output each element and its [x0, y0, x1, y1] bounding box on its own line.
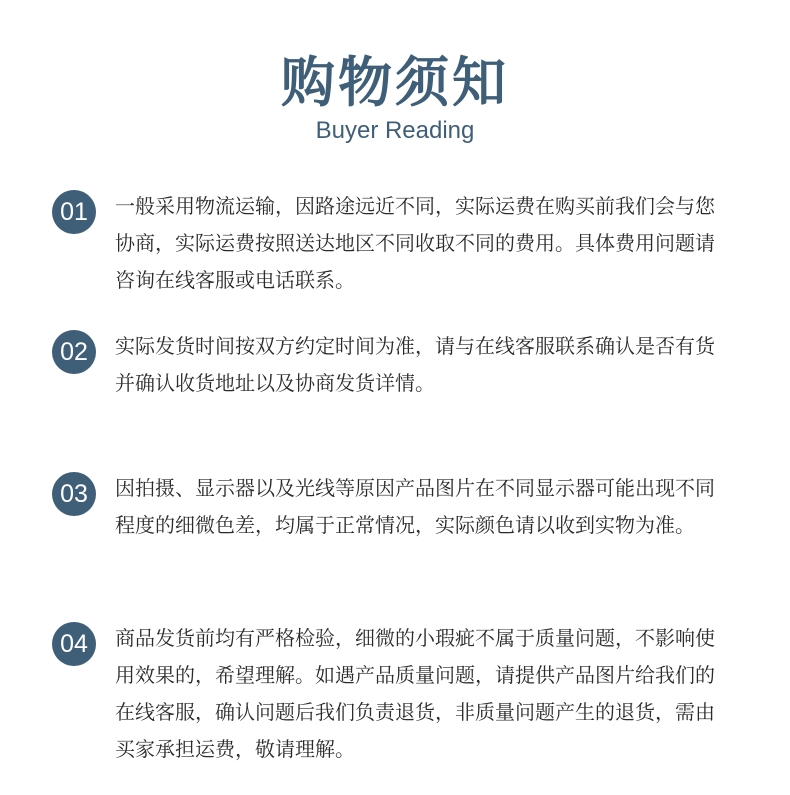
item-number-badge: 01	[52, 190, 96, 234]
item-text: 一般采用物流运输，因路途远近不同，实际运费在购买前我们会与您协商，实际运费按照送达地区不同收取不同的费用。具体费用问题请咨询在线客服或电话联系。	[115, 194, 715, 292]
item-number-badge: 04	[52, 622, 96, 666]
item-text: 实际发货时间按双方约定时间为准，请与在线客服联系确认是否有货并确认收货地址以及协商发货详情。	[115, 334, 715, 395]
page-subtitle: Buyer Reading	[315, 117, 475, 144]
item-number-badge: 03	[52, 472, 96, 516]
page-title: 购物须知	[281, 51, 509, 114]
item-number-badge: 02	[52, 330, 96, 374]
item-text: 商品发货前均有严格检验，细微的小瑕疵不属于质量问题，不影响使用效果的，希望理解。如遇产品质量问题，请提供产品图片给我们的在线客服，确认问题后我们负责退货，非质量问题产生的退货，需由买家承担运费，敬请理解。	[115, 626, 715, 761]
item-text: 因拍摄、显示器以及光线等原因产品图片在不同显示器可能出现不同程度的细微色差，均属于正常情况，实际颜色请以收到实物为准。	[115, 476, 715, 537]
